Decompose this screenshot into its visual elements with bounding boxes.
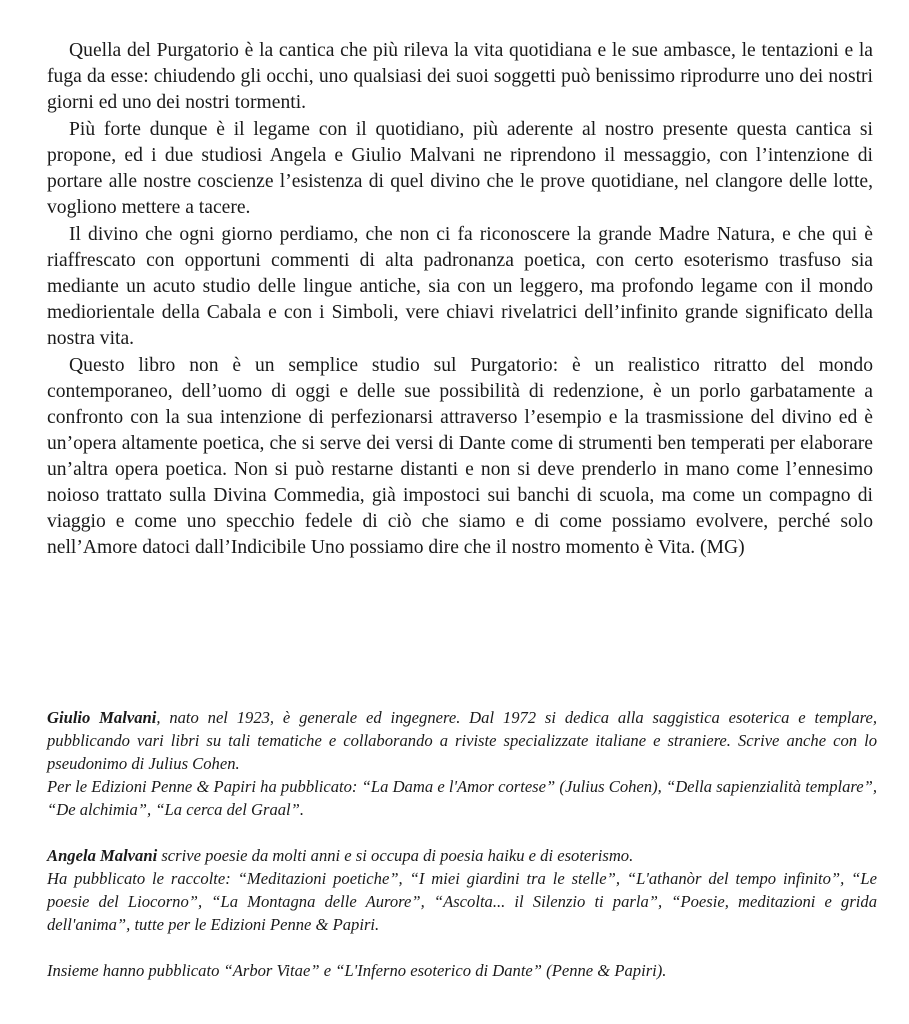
bio-angela-name: Angela Malvani [47,846,158,865]
bio-giulio-intro [47,706,877,775]
bio-together [47,959,877,982]
bio-angela-publications: Ha pubblicato le raccolte: “Meditazioni poetiche”, “I miei giardini tra le stelle”, “L'athanòr del tempo infinito”, “Le poesie del Liocorno”, “La Montagna delle Aurore”, “Ascolta... il Silenzio ti parla”, “Poesie, meditazioni e grida dell'anima”, tutte per le Edizioni Penne & Papiri. [47,869,877,934]
author-bios [47,706,877,1005]
paragraph-3: Il divino che ogni giorno perdiamo, che non ci fa riconoscere la grande Madre Natura, e che qui è riaffrescato con opportuni commenti di alta padronanza poetica, con certo esoterismo trasfuso sia mediante un acuto studio delle lingue antiche, sia con un leggero, ma profondo legame con il mondo mediorientale della Cabala e con i Simboli, vere chiavi rivelatrici dell’infinito grande significato della nostra vita. [47,224,873,349]
bio-angela [47,844,877,936]
paragraph-4: Questo libro non è un semplice studio sul Purgatorio: è un realistico ritratto del mondo contemporaneo, dell’uomo di oggi e delle sue possibilità di redenzione, è un porlo garbatamente a confronto con la sua intenzione di perfezionarsi attraverso l’esempio e la trasmissione del divino ed è un’opera altamente poetica, che si serve dei versi di Dante come di strumenti ben temperati per elaborare un’altra opera poetica. Non si può restarne distanti e non si deve prenderlo in mano come l’ennesimo noioso trattato sulla Divina Commedia, già impostoci sui banchi di scuola, ma come un compagno di viaggio e come uno specchio fedele di ciò che siamo e di come possiamo evolvere, perché solo nell’Amore datoci dall’Indicibile Uno possiamo dire che il nostro momento è Vita. (MG) [47,355,873,558]
bio-giulio [47,706,877,821]
bio-angela-text: scrive poesie da molti anni e si occupa di poesia haiku e di esoterismo. [157,846,634,865]
bio-together-text: Insieme hanno pubblicato “Arbor Vitae” e “L'Inferno esoterico di Dante” (Penne & Papiri). [47,961,667,980]
bio-giulio-text: , nato nel 1923, è generale ed ingegnere. Dal 1972 si dedica alla saggistica esoterica e templare, pubblicando vari libri su tali tematiche e collaborando a riviste specializzate italiane e straniere. Scrive anche con lo pseudonimo di Julius Cohen. [47,708,878,773]
paragraph-1: Quella del Purgatorio è la cantica che più rileva la vita quotidiana e le sue ambasce, le tentazioni e la fuga da esse: chiudendo gli occhi, uno qualsiasi dei suoi soggetti può benissimo riprodurre uno dei nostri giorni ed uno dei nostri tormenti. [47,40,873,113]
main-text [47,38,873,561]
page-body [47,38,873,562]
bio-angela-intro [47,844,877,867]
bio-giulio-publications: Per le Edizioni Penne & Papiri ha pubblicato: “La Dama e l'Amor cortese” (Julius Cohen), “Della sapienzialità templare”, “De alchimia”, “La cerca del Graal”. [47,777,877,819]
bio-giulio-name: Giulio Malvani [47,708,157,727]
paragraph-2: Più forte dunque è il legame con il quotidiano, più aderente al nostro presente questa cantica si propone, ed i due studiosi Angela e Giulio Malvani ne riprendono il messaggio, con l’intenzione di portare alle nostre coscienze l’esistenza di quel divino che le prove quotidiane, nel clangore delle lotte, vogliono mettere a tacere. [47,119,873,218]
